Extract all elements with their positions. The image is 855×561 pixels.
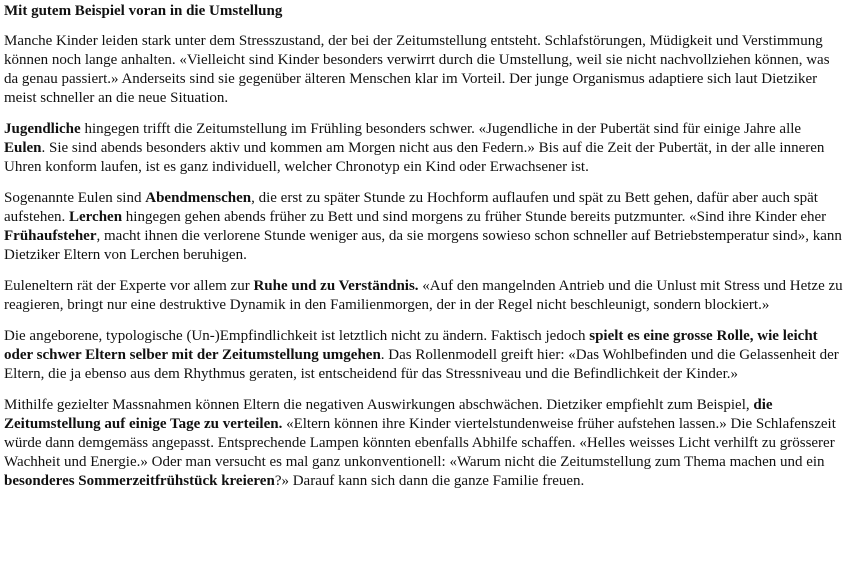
paragraph-text: «Eltern können ihre Kinder viertelstundenweise früher aufstehen lassen.» Die Schlafenszeit würde dann demgemäss angepasst. Entsprechende Lampen könnten ebenfalls Abhilfe schaffen. «Helles weisses Licht verhilft zu grösserer Wachheit und Energie.» Oder man versucht es mal ganz unkonventionell: «Warum nicht die Zeitumstellung zum Thema machen und ein (4, 416, 836, 470)
paragraph-text: hingegen trifft die Zeitumstellung im Frühling besonders schwer. «Jugendliche in der Pubertät sind für einige Jahre alle (80, 121, 802, 137)
paragraph-text: Manche Kinder leiden stark unter dem Stresszustand, der bei der Zeitumstellung entsteht. Schlafstörungen, Müdigkeit und Verstimmung können noch lange anhalten. «Vielleicht sind Kinder besonders verwirrt durch die Umstellung, weil sie nicht nachvollziehen können, was da genau passiert.» Anderseits sind sie gegenüber älteren Menschen klar im Vorteil. Der junge Organismus adaptiere sich laut Dietziker meist schneller an die neue Situation. (4, 33, 830, 106)
paragraph-text: . Das Rollenmodell greift hier: «Das Wohlbefinden und die Gelassenheit der Eltern, die ja ebenso aus dem Rhythmus geraten, ist entscheidend für das Stressniveau und die Befindlichkeit der Kinder.» (4, 347, 839, 382)
paragraph-role-model (4, 327, 843, 384)
paragraph-text: Sogenannte Eulen sind (4, 190, 146, 206)
article-heading: Mit gutem Beispiel voran in die Umstellung (4, 3, 283, 19)
bold-term-fruehaufsteher: Frühaufsteher (4, 228, 97, 244)
paragraph-text: , die erst zu später Stunde zu Hochform auflaufen und spät zu Bett gehen, dafür aber auch spät aufstehen. (4, 190, 818, 225)
paragraph-text: ?» Darauf kann sich dann die ganze Familie freuen. (274, 473, 585, 489)
bold-phrase-summer-breakfast: besonderes Sommerzeitfrühstück kreieren (4, 473, 275, 489)
paragraph-text: Euleneltern rät der Experte vor allem zur (4, 278, 254, 294)
paragraph-text: Die angeborene, typologische (Un-)Empfindlichkeit ist letztlich nicht zu ändern. Faktisch jedoch (4, 328, 590, 344)
paragraph-children-stress (4, 32, 843, 108)
bold-term-eulen: Eulen (4, 140, 42, 156)
bold-term-abendmenschen: Abendmenschen (145, 190, 252, 206)
bold-term-ruhe-verstaendnis: Ruhe und zu Verständnis. (253, 278, 419, 294)
paragraph-text: «Auf den mangelnden Antrieb und die Unlust mit Stress und Hetze zu reagieren, bringt nur eine destruktive Dynamik in den Familienmorgen, der in der Regel nicht beschleunigt, sondern blockiert.» (4, 278, 843, 313)
paragraph-chronotypes (4, 189, 843, 265)
paragraph-text: . Sie sind abends besonders aktiv und kommen am Morgen nicht aus den Federn.» Bis auf die Zeit der Pubertät, in der alle inneren Uhren konform laufen, ist es ganz individuell, welcher Chronotyp ein Kind oder Erwachsener ist. (4, 140, 825, 175)
bold-term-jugendliche: Jugendliche (4, 121, 81, 137)
bold-phrase-parents-role: spielt es eine grosse Rolle, wie leicht oder schwer Eltern selber mit der Zeitumstellung umgehen (4, 328, 818, 363)
paragraph-owl-parents (4, 277, 843, 315)
paragraph-text: , macht ihnen die verlorene Stunde weniger aus, da sie morgens sowieso schon schneller auf Betriebstemperatur sind», kann Dietziker Eltern von Lerchen beruhigen. (4, 228, 842, 263)
paragraph-teenagers (4, 120, 843, 177)
bold-term-lerchen: Lerchen (68, 209, 123, 225)
bold-phrase-spread-change: die Zeitumstellung auf einige Tage zu verteilen. (4, 397, 773, 432)
paragraph-measures (4, 396, 843, 491)
paragraph-text: hingegen gehen abends früher zu Bett und sind morgens zu früher Stunde bereits putzmunter. «Sind ihre Kinder eher (122, 209, 827, 225)
paragraph-text: Mithilfe gezielter Massnahmen können Eltern die negativen Auswirkungen abschwächen. Dietziker empfiehlt zum Beispiel, (4, 397, 754, 413)
